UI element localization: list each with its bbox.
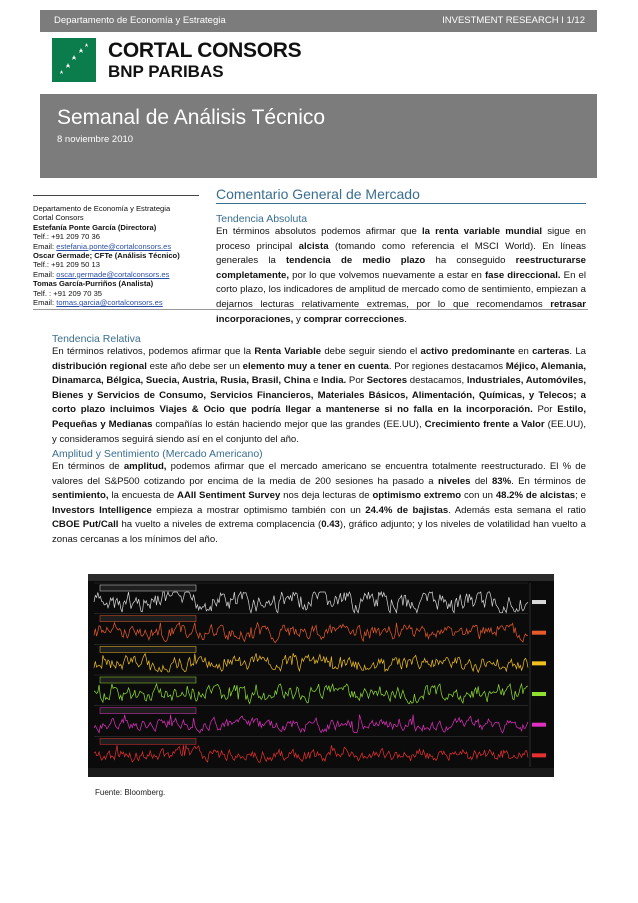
section-paragraph <box>216 225 586 327</box>
department-label: Departamento de Economía y Estrategia <box>54 15 226 26</box>
text: (EE.UU), y consideramos seguirá siendo así en el conjunto del año. <box>52 418 586 445</box>
contact-text: Telf.: +91 209 70 36 <box>33 232 100 242</box>
text: En términos relativos, podemos afirmar que la <box>52 346 255 357</box>
sidebar-contact-list <box>33 204 199 307</box>
star-logo-icon <box>52 38 96 82</box>
text: (tomando como referencia el MSCI World). En líneas generales la <box>216 240 586 267</box>
bold-text: Méjico, Alemania, Dinamarca, Bélgica, Suecia, Austria, Rusia, Brasil, China <box>52 360 586 387</box>
contact-text: Telf. : +91 209 70 35 <box>33 288 103 298</box>
panel-series-line <box>94 623 528 643</box>
text: En términos absolutos podemos afirmar que <box>216 226 422 237</box>
bold-text: 24.4% de bajistas <box>365 504 449 516</box>
bold-text: India. <box>321 375 347 387</box>
panel-last-value-tag <box>532 723 546 727</box>
bold-text: retrasar incorporaciones, <box>216 298 586 325</box>
contact-sidebar <box>33 195 199 307</box>
panel-legend-box <box>100 646 196 652</box>
text: empieza a mostrar optimismo también con un <box>151 504 366 516</box>
contact-line <box>33 204 199 213</box>
text: e <box>310 375 322 387</box>
panel-legend-box <box>100 677 196 683</box>
bold-text: distribución regional <box>52 360 147 372</box>
contact-text: Departamento de Economía y Estrategia <box>33 204 171 213</box>
contact-line <box>33 223 199 232</box>
bold-text: Estilo, Pequeñas y Medianas <box>52 404 586 430</box>
section-paragraph <box>52 460 586 548</box>
text: . En términos de <box>511 475 586 487</box>
bold-text: amplitud, <box>123 461 167 472</box>
text: podemos afirmar que el mercado americano se encuentra totalmente reestructurado. El % de valores del S&P500 cotizando por encima de la media de 200 sesiones ha pasado a <box>52 461 586 487</box>
bold-text: Sectores <box>366 375 408 387</box>
email-link[interactable]: tomas.garcia@cortalconsors.es <box>56 298 163 308</box>
text: ha vuelto a niveles de extrema complacencia ( <box>118 519 322 531</box>
bold-text: tendencia de medio plazo <box>285 255 426 267</box>
email-prefix: Email: <box>33 241 57 251</box>
contact-text: Estefanía Ponte García (Directora) <box>33 222 157 232</box>
bold-text: Crecimiento frente a Valor <box>424 418 545 430</box>
panel-last-value-tag <box>532 661 546 665</box>
contact-line <box>33 279 199 288</box>
text: la encuesta de <box>108 490 178 502</box>
email-prefix: Email: <box>33 269 57 279</box>
section-heading: Amplitud y Sentimiento (Mercado Americano) <box>52 448 263 460</box>
contact-text: Oscar Germade; CFTe (Análisis Técnico) <box>33 251 180 261</box>
panel-series-line <box>94 592 528 613</box>
bloomberg-indicators-chart <box>88 574 554 777</box>
company-logo <box>52 38 312 86</box>
bold-text: reestructurarse completamente, <box>216 255 587 281</box>
contact-line <box>33 260 199 269</box>
text: En términos de <box>52 461 124 472</box>
panel-series-line <box>94 715 528 733</box>
bold-text: comprar correcciones <box>303 313 405 325</box>
contact-text: Tomas García-Purriños (Analista) <box>33 279 154 289</box>
bold-text: Industriales, Automóviles, Bienes y Servicios de Consumo, Servicios Financieros, Materiales Básicos, Alimentación, Químicas, y Telecos; a corto plazo incluimos Viajes & Ocio que podría llegar a mantenerse si no falla en la incorporación. <box>52 375 586 416</box>
bold-text: AAII Sentiment Survey <box>177 490 281 502</box>
panel-last-value-tag <box>532 600 546 604</box>
text: . La <box>569 346 586 357</box>
text: En el corto plazo, los indicadores de amplitud de mercado como de sentimiento, empiezan a dejarnos lecturas relativamente extremas, por lo que recomendamos <box>216 269 586 310</box>
title-banner <box>40 94 597 178</box>
contact-text: Telf.: +91 209 50 13 <box>33 260 100 270</box>
contact-line <box>33 213 199 222</box>
report-date: 8 noviembre 2010 <box>57 134 134 145</box>
text: sigue en proceso principal <box>216 226 586 252</box>
section-relative-trend <box>52 333 586 447</box>
bold-text: 83% <box>491 475 512 487</box>
text: ), gráfico adjunto; y los niveles de volatilidad han vuelto a zonas cercanas a los mínimos del año. <box>52 519 586 545</box>
text: destacamos, <box>407 375 467 387</box>
bold-text: alcista <box>298 240 329 252</box>
section-absolute-trend <box>216 213 586 327</box>
panel-legend-box <box>100 585 196 591</box>
contact-line <box>33 289 199 298</box>
email-prefix: Email: <box>33 298 57 308</box>
text: este año debe ser un <box>146 360 243 372</box>
section-paragraph <box>52 345 586 447</box>
panel-legend-box <box>100 616 196 622</box>
text: nos deja lecturas de <box>280 490 373 502</box>
bold-text: niveles <box>437 475 471 487</box>
bold-text: sentimiento, <box>52 490 109 502</box>
panel-series-line <box>94 745 528 762</box>
sidebar-divider <box>33 195 199 196</box>
email-link[interactable]: estefania.ponte@cortalconsors.es <box>56 241 172 251</box>
contact-email[interactable] <box>33 242 199 251</box>
bold-text: elemento muy a tener en cuenta <box>242 360 389 372</box>
contact-email[interactable] <box>33 270 199 279</box>
top-header-bar <box>40 10 597 32</box>
bold-text: carteras <box>532 346 570 357</box>
text: ; e <box>575 490 586 502</box>
bold-text: fase direccional. <box>484 269 561 281</box>
text: debe seguir siendo el <box>321 346 421 357</box>
text: . Además esta semana el ratio <box>448 504 586 516</box>
bold-text: 0.43 <box>321 519 340 531</box>
bold-text: optimismo extremo <box>372 490 462 502</box>
report-title: Semanal de Análisis Técnico <box>57 106 326 129</box>
bold-text: activo predominante <box>420 346 515 357</box>
logo-line1: CORTAL CONSORS <box>108 39 302 62</box>
bold-text: Investors Intelligence <box>52 504 152 516</box>
section-breadth-sentiment <box>52 448 586 548</box>
text: . Por regiones destacamos <box>388 360 506 372</box>
text: compañías lo están haciendo mejor que las grandes (EE.UU), <box>152 418 425 430</box>
text: ha conseguido <box>425 255 516 267</box>
bold-text: 48.2% de alcistas <box>495 490 576 502</box>
panel-legend-box <box>100 708 196 714</box>
bold-text: Renta Variable <box>254 346 322 357</box>
time-axis-bar <box>88 768 554 777</box>
text: en <box>514 346 533 357</box>
section-heading: Tendencia Relativa <box>52 333 141 345</box>
text: y <box>293 313 304 325</box>
contact-email[interactable] <box>33 298 199 307</box>
bold-text: CBOE Put/Call <box>52 519 119 531</box>
chart-source: Fuente: Bloomberg. <box>95 788 166 797</box>
contact-text: Cortal Consors <box>33 213 84 223</box>
logo-line2: BNP PARIBAS <box>108 62 224 81</box>
section-heading: Tendencia Absoluta <box>216 213 308 225</box>
text: del <box>470 475 492 487</box>
main-title-divider <box>216 203 586 204</box>
text: Por <box>346 375 367 387</box>
main-title: Comentario General de Mercado <box>216 186 420 202</box>
text: por lo que volvemos nuevamente a estar en <box>289 269 485 281</box>
panel-series-line <box>94 653 528 672</box>
panel-last-value-tag <box>532 753 546 757</box>
text: . <box>404 313 407 325</box>
contact-line <box>33 251 199 260</box>
text: con un <box>461 490 496 502</box>
panel-last-value-tag <box>532 692 546 696</box>
panel-last-value-tag <box>532 631 546 635</box>
sidebar-bottom-divider <box>33 309 588 310</box>
chart-canvas <box>88 574 554 777</box>
text: Por <box>532 404 558 416</box>
email-link[interactable]: oscar.germade@cortalconsors.es <box>56 269 170 279</box>
panel-series-line <box>94 684 528 704</box>
bold-text: la renta variable mundial <box>421 226 543 237</box>
contact-line <box>33 232 199 241</box>
page-reference: INVESTMENT RESEARCH I 1/12 <box>442 15 585 26</box>
panel-legend-box <box>100 738 196 744</box>
